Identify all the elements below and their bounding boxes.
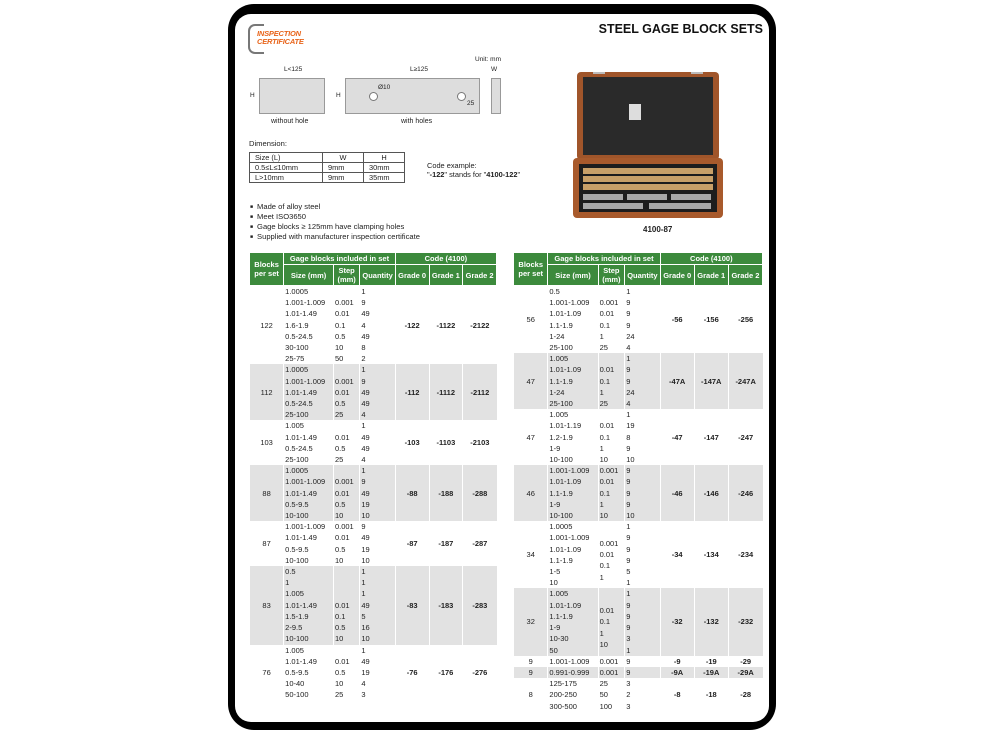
- grade2-code-cell: -232: [728, 588, 762, 655]
- col-included: Gage blocks included in set: [284, 253, 396, 265]
- grade1-code-cell: -1122: [429, 286, 463, 365]
- grade2-code-cell: -283: [463, 566, 497, 644]
- grade1-code-cell: -132: [694, 588, 728, 655]
- col-grade1: Grade 1: [429, 265, 463, 286]
- grade1-code-cell: -147A: [694, 353, 728, 409]
- unit-label: Unit: mm: [475, 56, 501, 63]
- size-cell: 1.001-1.009 1.01-1.09 1.1-1.9 1-9 10-100: [548, 465, 598, 521]
- caption-without-hole: without hole: [271, 118, 309, 125]
- quantity-cell: 1 49 19 4 3: [360, 645, 395, 701]
- size-cell: 1.005 1.01-1.49 0.5-9.5 10-40 50-100: [284, 645, 334, 701]
- col-step: Step (mm): [598, 265, 625, 286]
- catalog-page: [235, 14, 769, 722]
- width-label: W: [491, 66, 498, 73]
- step-cell: 0.01 0.1 1 25: [598, 353, 625, 409]
- grade1-code-cell: -134: [694, 521, 728, 588]
- feature-item: ■ Gage blocks ≥ 125mm have clamping holes: [250, 222, 420, 232]
- grade0-code-cell: -112: [395, 364, 429, 420]
- code-example-short: -122: [429, 170, 445, 179]
- table-row: [250, 286, 497, 365]
- col-size: Size (mm): [548, 265, 598, 286]
- size-cell: 1.0005 1.001-1.009 1.01-1.49 0.5-24.5 25-100: [284, 364, 334, 420]
- grade2-code-cell: -2112: [463, 364, 497, 420]
- right-length-label: L≥125: [410, 66, 429, 73]
- quantity-cell: 1 19 8 9 10: [625, 409, 660, 465]
- quantity-cell: 3 2 3: [625, 678, 660, 712]
- quantity-cell: 1 9 9 9 24 4: [625, 286, 660, 354]
- table-row: [250, 566, 497, 644]
- grade1-code-cell: -1112: [429, 364, 463, 420]
- grade2-code-cell: -287: [463, 521, 497, 566]
- table-row: [250, 420, 497, 465]
- grade0-code-cell: -76: [395, 645, 429, 701]
- left-gage-table: [249, 252, 497, 701]
- left-length-label: L<125: [284, 66, 303, 73]
- feature-item: ■ Supplied with manufacturer inspection certificate: [250, 232, 420, 242]
- caption-with-holes: with holes: [401, 118, 433, 125]
- table-row: [514, 286, 763, 354]
- col-qty: Quantity: [360, 265, 395, 286]
- feature-item: ■ Meet ISO3650: [250, 212, 420, 222]
- grade2-code-cell: -276: [463, 645, 497, 701]
- grade1-code-cell: -1103: [429, 420, 463, 465]
- blocks-cell: 32: [514, 588, 548, 655]
- blocks-cell: 9: [514, 667, 548, 678]
- blocks-cell: 34: [514, 521, 548, 588]
- grade0-code-cell: -103: [395, 420, 429, 465]
- dimension-table: [249, 152, 405, 183]
- step-cell: 0.001 0.01 0.1 1: [598, 521, 625, 588]
- col-grade0: Grade 0: [660, 265, 694, 286]
- grade1-code-cell: -156: [694, 286, 728, 354]
- table-row: [514, 667, 763, 678]
- dim-cell: L>10mm: [250, 173, 323, 183]
- step-cell: 0.01 0.1 0.5 10: [333, 566, 359, 644]
- inspection-certificate-logo: [248, 24, 332, 52]
- grade0-code-cell: -47A: [660, 353, 694, 409]
- hole-offset-label: 25: [467, 100, 475, 107]
- blocks-cell: 56: [514, 286, 548, 354]
- size-cell: 1.005 1.01-1.09 1.1-1.9 1-9 10-30 50: [548, 588, 598, 655]
- grade2-code-cell: -28: [728, 678, 762, 712]
- col-included: Gage blocks included in set: [548, 253, 660, 265]
- page-title: STEEL GAGE BLOCK SETS: [598, 22, 763, 36]
- dim-cell: 9mm: [323, 163, 364, 173]
- grade2-code-cell: -256: [728, 286, 762, 354]
- quantity-cell: 1 9 49 4 49 8 2: [360, 286, 395, 365]
- grade1-code-cell: -176: [429, 645, 463, 701]
- grade0-code-cell: -56: [660, 286, 694, 354]
- right-gage-table: [513, 252, 763, 712]
- dim-header-size: Size (L): [250, 153, 323, 163]
- grade0-code-cell: -8: [660, 678, 694, 712]
- table-row: [250, 521, 497, 566]
- quantity-cell: 1 1 1 49 5 16 10: [360, 566, 395, 644]
- quantity-cell: 9 9 9 9 10: [625, 465, 660, 521]
- height-label-right: H: [336, 92, 341, 99]
- grade2-code-cell: -234: [728, 521, 762, 588]
- step-cell: 0.01 0.5 25: [333, 420, 359, 465]
- grade1-code-cell: -18: [694, 678, 728, 712]
- col-size: Size (mm): [284, 265, 334, 286]
- quantity-cell: 1 9 9 9 5 1: [625, 521, 660, 588]
- table-row: [514, 465, 763, 521]
- grade2-code-cell: -2122: [463, 286, 497, 365]
- size-cell: 0.5 1 1.005 1.01-1.49 1.5-1.9 2-9.5 10-100: [284, 566, 334, 644]
- table-row: [514, 588, 763, 655]
- col-qty: Quantity: [625, 265, 660, 286]
- quantity-cell: 9: [625, 667, 660, 678]
- code-example-text: "-122" stands for "4100-122": [427, 170, 521, 179]
- code-example-label: Code example:: [427, 161, 477, 170]
- grade2-code-cell: -288: [463, 465, 497, 521]
- step-cell: 0.001 0.01 0.1 1 10: [598, 465, 625, 521]
- grade0-code-cell: -47: [660, 409, 694, 465]
- size-cell: 1.0005 1.001-1.009 1.01-1.49 0.5-9.5 10-100: [284, 465, 334, 521]
- grade2-code-cell: -29A: [728, 667, 762, 678]
- dim-cell: 9mm: [323, 173, 364, 183]
- blocks-cell: 103: [250, 420, 284, 465]
- step-cell: 0.01 0.5 10 25: [333, 645, 359, 701]
- product-caption: 4100-87: [643, 225, 673, 234]
- step-cell: 0.01 0.1 1 10: [598, 588, 625, 655]
- grade1-code-cell: -19: [694, 656, 728, 667]
- dim-cell: 30mm: [364, 163, 405, 173]
- hole-left-icon: [369, 92, 378, 101]
- feature-list: [250, 202, 420, 242]
- grade0-code-cell: -122: [395, 286, 429, 365]
- grade2-code-cell: -247: [728, 409, 762, 465]
- blocks-cell: 47: [514, 409, 548, 465]
- blocks-cell: 87: [250, 521, 284, 566]
- grade0-code-cell: -88: [395, 465, 429, 521]
- grade1-code-cell: -19A: [694, 667, 728, 678]
- table-row: [514, 678, 763, 712]
- blocks-cell: 9: [514, 656, 548, 667]
- grade1-code-cell: -187: [429, 521, 463, 566]
- quantity-cell: 1 9 49 49 4: [360, 364, 395, 420]
- grade2-code-cell: -246: [728, 465, 762, 521]
- step-cell: 0.01 0.1 1 10: [598, 409, 625, 465]
- size-cell: 1.001-1.009: [548, 656, 598, 667]
- code-example-full: 4100-122: [486, 170, 518, 179]
- dimension-label: Dimension:: [249, 139, 287, 148]
- size-cell: 1.0005 1.001-1.009 1.01-1.09 1.1-1.9 1-5 10: [548, 521, 598, 588]
- quantity-cell: 1 49 49 4: [360, 420, 395, 465]
- table-row: [250, 364, 497, 420]
- step-cell: 0.001 0.01 0.5 10: [333, 465, 359, 521]
- size-cell: 125-175 200-250 300-500: [548, 678, 598, 712]
- step-cell: 0.001: [598, 667, 625, 678]
- step-cell: 0.001 0.01 0.1 0.5 10 50: [333, 286, 359, 365]
- grade2-code-cell: -29: [728, 656, 762, 667]
- size-cell: 0.991-0.999: [548, 667, 598, 678]
- blocks-cell: 46: [514, 465, 548, 521]
- size-cell: 0.5 1.001-1.009 1.01-1.09 1.1-1.9 1-24 25-100: [548, 286, 598, 354]
- logo-line2: CERTIFICATE: [257, 37, 304, 46]
- size-cell: 1.005 1.01-1.09 1.1-1.9 1-24 25-100: [548, 353, 598, 409]
- step-cell: 0.001 0.01 0.5 10: [333, 521, 359, 566]
- block-side-view: [491, 78, 501, 114]
- feature-item: ■ Made of alloy steel: [250, 202, 420, 212]
- blocks-cell: 47: [514, 353, 548, 409]
- col-step: Step (mm): [333, 265, 359, 286]
- dim-cell: 35mm: [364, 173, 405, 183]
- dim-cell: 0.5≤L≤10mm: [250, 163, 323, 173]
- code-example: [427, 161, 520, 179]
- gage-block-case-image: [573, 72, 723, 222]
- grade1-code-cell: -183: [429, 566, 463, 644]
- blocks-cell: 83: [250, 566, 284, 644]
- grade1-code-cell: -188: [429, 465, 463, 521]
- dim-header-h: H: [364, 153, 405, 163]
- table-row: [514, 409, 763, 465]
- quantity-cell: 9: [625, 656, 660, 667]
- quantity-cell: 9 49 19 10: [360, 521, 395, 566]
- grade2-code-cell: -2103: [463, 420, 497, 465]
- height-label-left: H: [250, 92, 255, 99]
- hole-right-icon: [457, 92, 466, 101]
- size-cell: 1.001-1.009 1.01-1.49 0.5-9.5 10-100: [284, 521, 334, 566]
- grade2-code-cell: -247A: [728, 353, 762, 409]
- blocks-cell: 112: [250, 364, 284, 420]
- step-cell: 25 50 100: [598, 678, 625, 712]
- grade1-code-cell: -147: [694, 409, 728, 465]
- col-grade1: Grade 1: [694, 265, 728, 286]
- grade0-code-cell: -34: [660, 521, 694, 588]
- blocks-cell: 122: [250, 286, 284, 365]
- quantity-cell: 1 9 49 19 10: [360, 465, 395, 521]
- blocks-cell: 76: [250, 645, 284, 701]
- size-cell: 1.0005 1.001-1.009 1.01-1.49 1.6-1.9 0.5-24.5 30-100 25-75: [284, 286, 334, 365]
- col-grade2: Grade 2: [463, 265, 497, 286]
- quantity-cell: 1 9 9 9 3 1: [625, 588, 660, 655]
- col-code: Code (4100): [660, 253, 762, 265]
- table-row: [514, 656, 763, 667]
- step-cell: 0.001: [598, 656, 625, 667]
- step-cell: 0.001 0.01 0.1 1 25: [598, 286, 625, 354]
- grade0-code-cell: -87: [395, 521, 429, 566]
- table-row: [514, 521, 763, 588]
- blocks-cell: 8: [514, 678, 548, 712]
- hole-diameter-label: Ø10: [378, 84, 391, 91]
- col-grade2: Grade 2: [728, 265, 762, 286]
- grade0-code-cell: -32: [660, 588, 694, 655]
- col-grade0: Grade 0: [395, 265, 429, 286]
- blocks-cell: 88: [250, 465, 284, 521]
- col-blocks: Blocks per set: [250, 253, 284, 286]
- size-cell: 1.005 1.01-1.49 0.5-24.5 25-100: [284, 420, 334, 465]
- block-without-hole: [259, 78, 325, 114]
- size-cell: 1.005 1.01-1.19 1.2-1.9 1-9 10-100: [548, 409, 598, 465]
- quantity-cell: 1 9 9 24 4: [625, 353, 660, 409]
- step-cell: 0.001 0.01 0.5 25: [333, 364, 359, 420]
- col-code: Code (4100): [395, 253, 496, 265]
- logo-line1: INSPECTION: [257, 29, 301, 38]
- table-row: [250, 645, 497, 701]
- table-row: [514, 353, 763, 409]
- dim-header-w: W: [323, 153, 364, 163]
- grade0-code-cell: -83: [395, 566, 429, 644]
- grade0-code-cell: -46: [660, 465, 694, 521]
- table-row: [250, 465, 497, 521]
- grade0-code-cell: -9A: [660, 667, 694, 678]
- col-blocks: Blocks per set: [514, 253, 548, 286]
- grade1-code-cell: -146: [694, 465, 728, 521]
- grade0-code-cell: -9: [660, 656, 694, 667]
